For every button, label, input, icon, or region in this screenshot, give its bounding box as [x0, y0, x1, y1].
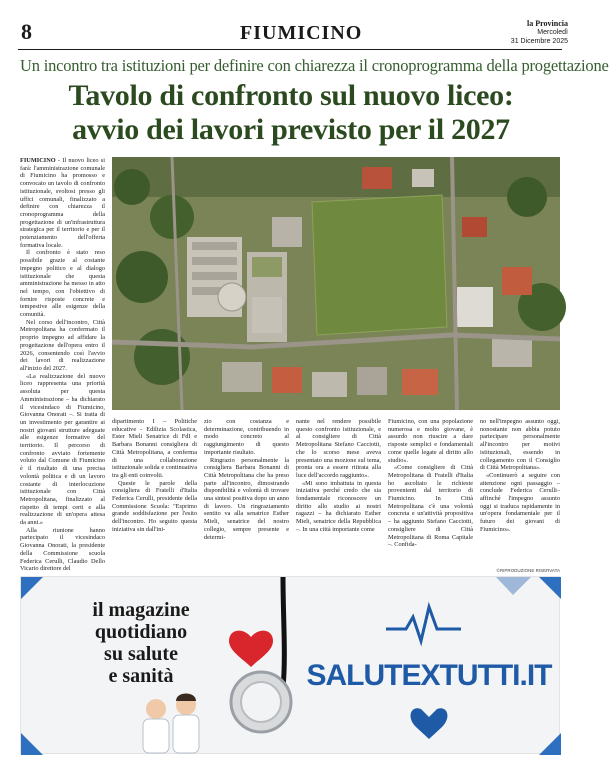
paragraph-text: - Il nuovo liceo si farà: l'amministrazione comunale di Fiumicino ha promosso e convocato un tavolo di confronto istituzionale, svoltosi presso gli uffici comunali, finalizzato a definire con chiarezza il cronoprogramma della progettazione di un'infrastruttura strategica per il territorio e per il potenziamento dell'offerta formativa locale.	[20, 157, 105, 249]
aerial-photo-graphic	[112, 157, 560, 410]
advertisement[interactable]	[20, 576, 560, 754]
aerial-photo	[112, 157, 560, 410]
article-paragraph: Alla riunione hanno partecipato il vicesindaco Giovanna Onorati, la presidente della Commissione scuola Federica Cerulli, Claudio Dello Vicario direttore del	[20, 526, 105, 573]
article-paragraph: «La realizzazione del nuovo liceo rappresenta una priorità assoluta per questa Amministrazione – ha dichiarato il vicesindaco di Fiumicino, Giovanna Onorati –. Si tratta di un investimento per garantire ai nostri giovani strutture adeguate alle esigenze formative del territorio. Il percorso di confronto avviato fortemente voluto dal Comune di Fiumicino è il risultato di una precisa volontà politica e di un lavoro costante di interlocuzione istituzionale con Città Metropolitana, finalizzato al rispetto di tempi certi e alla realizzazione di un'opera attesa da anni.»	[20, 372, 105, 527]
article-paragraph: Queste le parole della consigliera di Fratelli d'Italia Federica Cerulli, presidente della Commissione Scuola: "Esprimo grande soddisfazione per l'esito dell'incontro. Ho seguito questa iniziativa sin dall'ini-	[112, 479, 197, 533]
article-paragraph: dipartimento I – Politiche educative - Edilizia Scolastica, Ester Mieli Senatrice di FdI e Barbara Bonanni consigliera di Città Metropolitana, a conferma di una collaborazione istituzionale solida e continuativa tra gli enti coinvolti.	[112, 418, 197, 479]
article-column-5	[388, 418, 473, 568]
article-column-4	[296, 418, 381, 568]
article-paragraph: «Mi sono imbattuta in questa iniziativa perché credo che sia fondamentale riconoscere un diritto allo studio ai nostri ragazzi – ha dichiarato Esther Mieli, senatrice della Repubblica –. In una città importante come	[296, 479, 381, 533]
copyright-notice: ©RIPRODUZIONE RISERVATA	[496, 568, 560, 573]
page-number: 8	[21, 19, 32, 44]
article-column-2	[112, 418, 197, 568]
issue-date: 31 Dicembre 2025	[510, 38, 568, 45]
issue-day: Mercoledì	[537, 29, 568, 36]
article-kicker: Un incontro tra istituzioni per definire con chiarezza il cronoprogramma della progettazione	[20, 56, 609, 75]
heartbeat-icon	[386, 607, 461, 641]
article-paragraph	[20, 157, 105, 249]
article-paragraph: «Continuerò a seguire con attenzione ogni passaggio –conclude Federica Cerulli– affinché l'impegno assunto oggi si traduca rapidamente in un'opera fondamentale per il futuro dei giovani di Fiumicino».	[480, 471, 560, 533]
section-title: FIUMICINO	[240, 22, 363, 44]
corner-decoration-icon	[21, 733, 43, 755]
article-headline-line-1: Tavolo di confronto sul nuovo liceo:	[68, 79, 514, 112]
article-column-1	[20, 157, 105, 573]
article-paragraph: Nel corso dell'incontro, Città Metropolitana ha confermato il proprio impegno ad affidare la progettazione dell'opera entro il 2026, consentendo così l'avvio dei lavori di realizzazione all'inizio del 2027.	[20, 318, 105, 372]
heart-icon	[229, 631, 273, 667]
article-paragraph: nante nel rendere possibile questo confronto istituzionale, e al consigliere di Città Metropolitana Stefano Cacciotti, che lo scorso mese aveva presentato una mozione sul tema, pronta ora a essere ritirata alla luce dell'accordo raggiunto».	[296, 418, 381, 479]
newspaper-name: la Provincia	[527, 19, 568, 28]
article-column-3	[204, 418, 289, 568]
article-column-6	[480, 418, 560, 568]
ad-brand-link[interactable]: SALUTEXTUTTI.IT	[306, 659, 552, 692]
doctors-illustration-icon	[143, 694, 199, 754]
article-paragraph: Fiumicino, con una popolazione numerosa e molto giovane, è assurdo non riuscire a dare risposte semplici e fondamentali come quelle legate al diritto allo studio».	[388, 418, 473, 464]
article-paragraph: «Come consigliere di Città Metropolitana di Fratelli d'Italia ho ascoltato le richieste provenienti dal territorio di Fiumicino. In Città Metropolitana c'è una volontà concreta e un'attività propositiva – ha aggiunto Stefano Cacciotti, consigliere di Città Metropolitana di Roma Capitale –. Confida-	[388, 464, 473, 549]
ad-tagline-line-3: su salute	[104, 643, 178, 665]
article-headline-line-2: avvio dei lavori previsto per il 2027	[72, 113, 510, 146]
article-paragraph: zio con costanza e determinazione, contribuendo in modo concreto al raggiungimento di questo importante risultato.	[204, 418, 289, 456]
ad-tagline-line-4: e sanità	[108, 665, 174, 687]
corner-decoration-icon	[539, 733, 561, 755]
corner-decoration-icon	[21, 577, 43, 599]
ad-tagline-line-2: quotidiano	[94, 621, 188, 643]
header-divider	[18, 49, 562, 50]
article-paragraph: Il confronto è stato reso possibile grazie al costante impegno politico e al dialogo istituzionale che questa amministrazione ha messo in atto nel tempo, con l'obiettivo di fornire risposte concrete e tempestive alle esigenze della comunità.	[20, 249, 105, 319]
corner-decoration-icon	[539, 577, 561, 599]
hands-heart-icon	[411, 708, 448, 739]
article-paragraph: no nell'impegno assunto oggi, nonostante non abbia potuto partecipare personalmente all'incontro per motivi istituzionali, essendo in collegamento con il Consiglio di Città Metropolitana».	[480, 418, 560, 472]
corner-decoration-icon	[496, 577, 531, 595]
dateline: FIUMICINO	[20, 157, 56, 164]
article-paragraph: Ringrazio personalmente la consigliera Barbara Bonanni di Città Metropolitana che ha preso parte all'incontro, dimostrando disponibilità e volontà di trovare una sintesi positiva dopo un anno di lavoro. Un ringraziamento sentito va alla senatrice Esther Mieli, senatrice del nostro collegio, sempre presente e determi-	[204, 456, 289, 541]
ad-tagline-line-1: il magazine	[92, 599, 190, 621]
